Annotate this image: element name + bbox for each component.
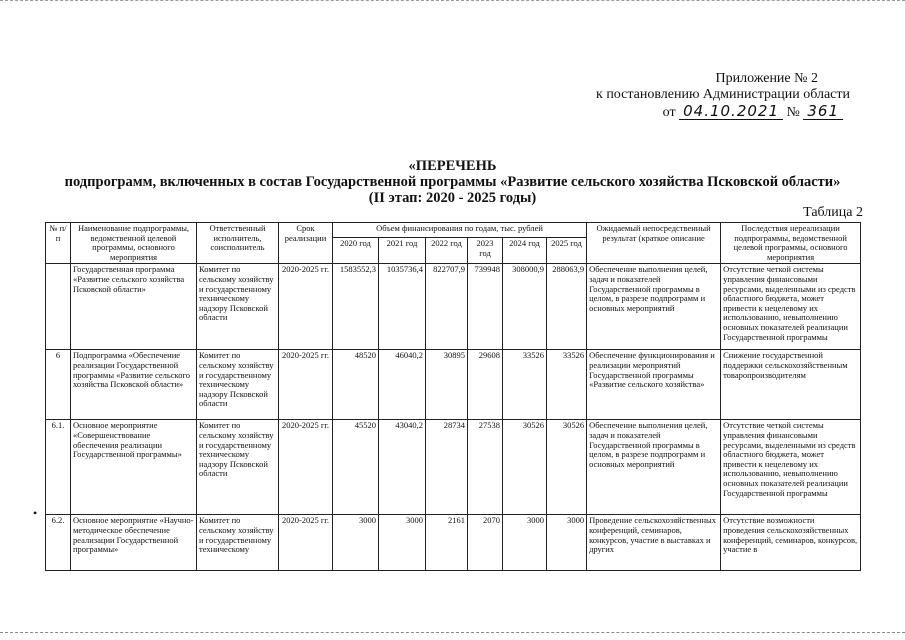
row-value-2022: 2161: [426, 515, 468, 571]
row-value-2021: 1035736,4: [379, 264, 426, 350]
table-row: [46, 350, 861, 420]
row-result: Обеспечение выполнения целей, задач и показателей Государственной программы в целом, в разрезе подпрограмм и основных мероприятий: [587, 264, 721, 350]
header-consequences: Последствия нереализации подпрограммы, ведомственной целевой программы, основного мероприятия: [721, 223, 861, 264]
row-consequences: Снижение государственной поддержки сельскохозяйственным товаропроизводителям: [721, 350, 861, 420]
row-consequences: Отсутствие четкой системы управления финансовыми ресурсами, выделенными из средств областного бюджета, может привести к нецелевому их использованию, невыполнению основных показателей реализации Государственной программы: [721, 420, 861, 515]
row-value-2024: 3000: [503, 515, 547, 571]
row-value-2023: 27538: [468, 420, 503, 515]
subprograms-table: [45, 222, 861, 571]
row-result: Обеспечение выполнения целей, задач и показателей Государственной программы в целом, в разрезе подпрограмм и основных мероприятий: [587, 420, 721, 515]
row-name: Подпрограмма «Обеспечение реализации Государственной программы «Развитие сельского хозяйства Псковской области»: [71, 350, 197, 420]
row-num: [46, 264, 71, 350]
row-consequences: Отсутствие четкой системы управления финансовыми ресурсами, выделенными из средств областного бюджета, может привести к нецелевому их использованию, невыполнению основных показателей реализации Государственной программы: [721, 264, 861, 350]
row-value-2025: 3000: [547, 515, 587, 571]
header-year: 2022 год: [426, 237, 468, 263]
scan-top-edge: [0, 0, 905, 4]
row-value-2020: 1583552,3: [333, 264, 379, 350]
row-name: Основное мероприятие «Научно-методическое обеспечение реализации Государственной программы»: [71, 515, 197, 571]
document-title-line-3: (II этап: 2020 - 2025 годы): [368, 190, 537, 206]
table-label: Таблица 2: [803, 205, 863, 220]
row-result: Проведение сельскохозяйственных конференций, семинаров, конкурсов, участие в выставках и других: [587, 515, 721, 571]
header-result: Ожидаемый непосредственный результат (краткое описание: [587, 223, 721, 264]
row-name: Государственная программа «Развитие сельского хозяйства Псковской области»: [71, 264, 197, 350]
row-executor: Комитет по сельскому хозяйству и государственному техническому надзору Псковской области: [197, 350, 279, 420]
row-value-2025: 30526: [547, 420, 587, 515]
row-consequences: Отсутствие возможности проведения сельскохозяйственных конференций, семинаров, конкурсов, участие в: [721, 515, 861, 571]
row-value-2021: 3000: [379, 515, 426, 571]
header-year: 2023 год: [468, 237, 503, 263]
row-name: Основное мероприятие «Совершенствование обеспечения реализации Государственной программы»: [71, 420, 197, 515]
appendix-number-label: №: [786, 105, 800, 120]
row-value-2020: 45520: [333, 420, 379, 515]
document-title-line-2: подпрограмм, включенных в состав Государственной программы «Развитие сельского хозяйства Псковской области»: [64, 174, 841, 190]
scan-bottom-edge: [0, 632, 905, 640]
header-name: Наименование подпрограммы, ведомственной целевой программы, основного мероприятия: [71, 223, 197, 264]
row-term: 2020-2025 гг.: [279, 350, 333, 420]
row-term: 2020-2025 гг.: [279, 264, 333, 350]
row-value-2025: 288063,9: [547, 264, 587, 350]
appendix-line-1: Приложение № 2: [715, 71, 818, 86]
row-value-2022: 30895: [426, 350, 468, 420]
header-term: Срок реализации: [279, 223, 333, 264]
appendix-line-2: к постановлению Администрации области: [596, 87, 850, 102]
header-executor: Ответственный исполнитель, соисполнитель: [197, 223, 279, 264]
header-year: 2021 год: [379, 237, 426, 263]
header-year: 2025 год: [547, 237, 587, 263]
row-value-2022: 822707,9: [426, 264, 468, 350]
header-num: № п/п: [46, 223, 71, 264]
row-result: Обеспечение функционирования и реализации мероприятий Государственной программы «Развитие сельского хозяйства»: [587, 350, 721, 420]
row-executor: Комитет по сельскому хозяйству и государственному техническому надзору Псковской области: [197, 420, 279, 515]
appendix-line-3: [663, 103, 843, 121]
row-value-2023: 739948: [468, 264, 503, 350]
row-executor: Комитет по сельскому хозяйству и государственному техническому надзору Псковской области: [197, 264, 279, 350]
table-row: [46, 264, 861, 350]
row-executor: Комитет по сельскому хозяйству и государственному техническому: [197, 515, 279, 571]
row-term: 2020-2025 гг.: [279, 515, 333, 571]
table-header-row: [46, 223, 861, 238]
row-value-2021: 46040,2: [379, 350, 426, 420]
row-value-2022: 28734: [426, 420, 468, 515]
row-value-2021: 43040,2: [379, 420, 426, 515]
row-value-2020: 3000: [333, 515, 379, 571]
row-num: 6: [46, 350, 71, 420]
document-title-line-1: «ПЕРЕЧЕНЬ: [408, 158, 497, 174]
row-term: 2020-2025 гг.: [279, 420, 333, 515]
row-value-2023: 2070: [468, 515, 503, 571]
handwritten-date: 04.10.2021: [679, 103, 783, 120]
row-value-2020: 48520: [333, 350, 379, 420]
row-value-2023: 29608: [468, 350, 503, 420]
table-row: [46, 515, 861, 571]
row-num: 6.1.: [46, 420, 71, 515]
table-row: [46, 420, 861, 515]
header-funding: Объем финансирования по годам, тыс. рублей: [333, 223, 587, 238]
row-num: 6.2.: [46, 515, 71, 571]
appendix-from-label: от: [662, 105, 676, 120]
header-year: 2020 год: [333, 237, 379, 263]
scan-dot-mark: •: [33, 506, 38, 520]
handwritten-number: 361: [803, 103, 843, 120]
row-value-2024: 308000,9: [503, 264, 547, 350]
row-value-2024: 33526: [503, 350, 547, 420]
row-value-2025: 33526: [547, 350, 587, 420]
row-value-2024: 30526: [503, 420, 547, 515]
header-year: 2024 год: [503, 237, 547, 263]
